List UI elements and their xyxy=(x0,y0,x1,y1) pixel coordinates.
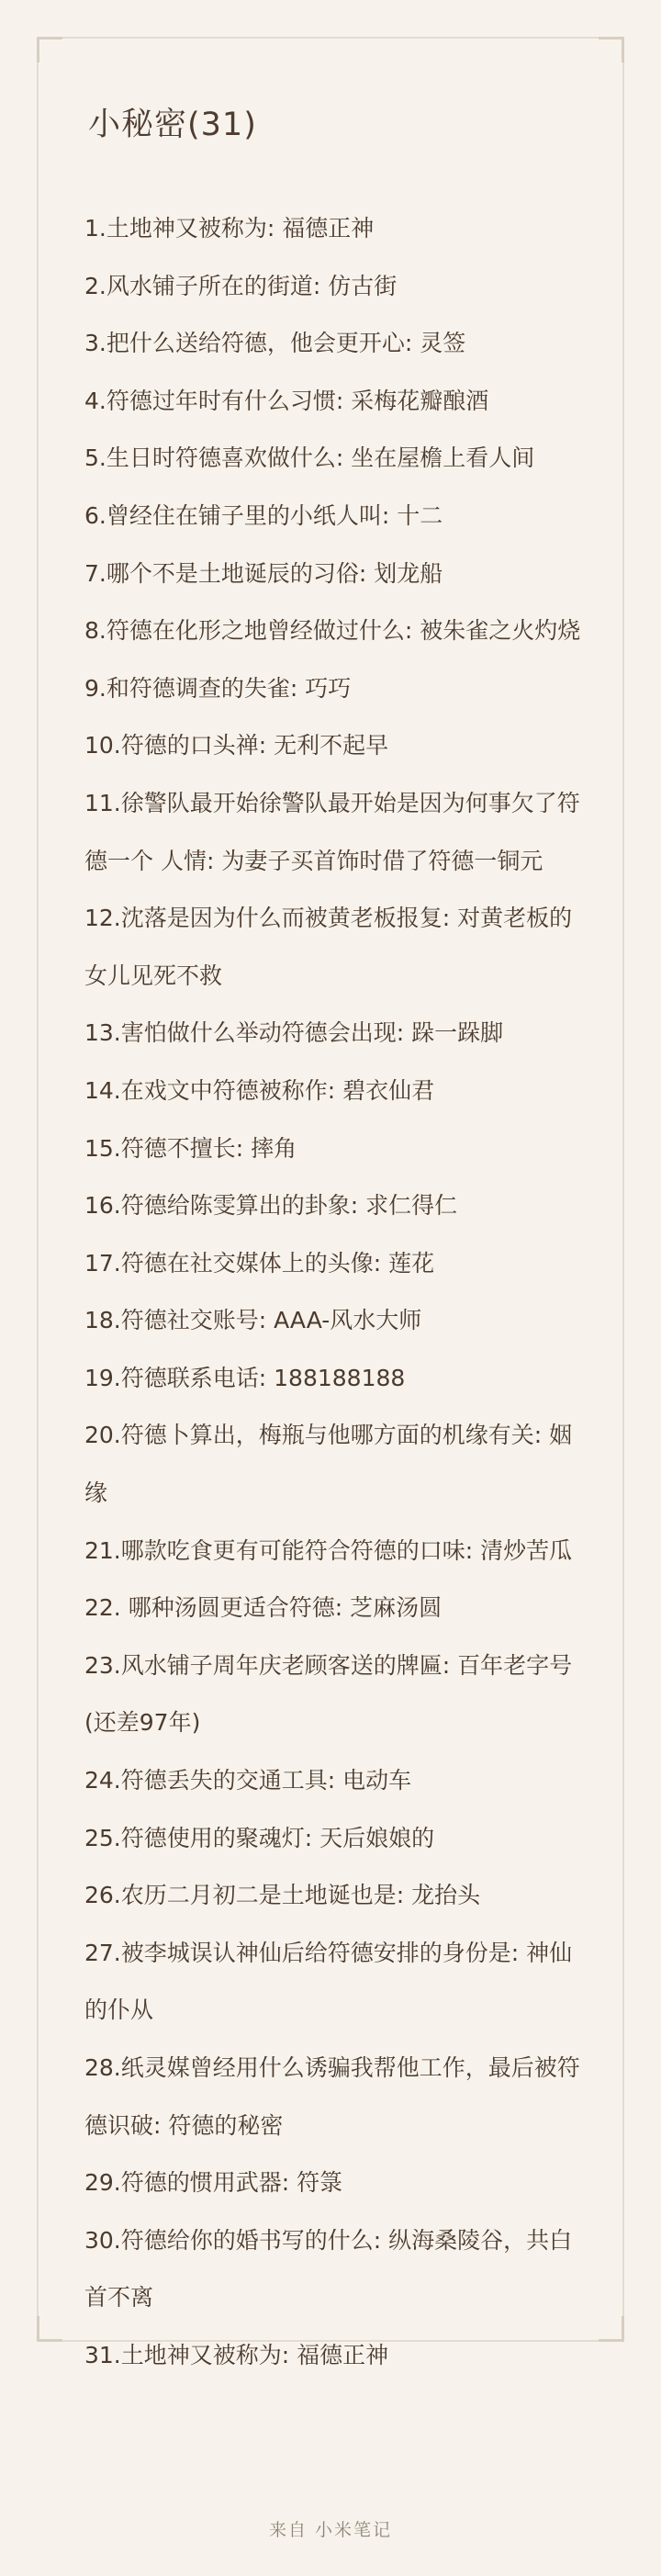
frame-corner-bottom-left xyxy=(37,2316,62,2342)
list-item: 5.生日时符德喜欢做什么: 坐在屋檐上看人间 xyxy=(84,444,535,472)
list-item: 25.符德使用的聚魂灯: 天后娘娘的 xyxy=(84,1824,435,1851)
list-item: 7.哪个不是土地诞辰的习俗: 划龙船 xyxy=(84,559,443,587)
list-item: 17.符德在社交媒体上的头像: 莲花 xyxy=(84,1249,435,1277)
list-item: 21.哪款吃食更有可能符合符德的口味: 清炒苦瓜 xyxy=(84,1536,573,1564)
list-item: 12.沈落是因为什么而被黄老板报复: 对黄老板的女儿见死不救 xyxy=(84,905,573,989)
list-item: 30.符德给你的婚书写的什么: 纵海桑陵谷，共白首不离 xyxy=(84,2226,573,2312)
list-item: 24.符德丢失的交通工具: 电动车 xyxy=(84,1767,412,1794)
list-item: 11.徐警队最开始徐警队最开始是因为何事欠了符德一个 人情: 为妻子买首饰时借了符德一铜元 xyxy=(84,789,580,874)
list-item: 9.和符德调查的失雀: 巧巧 xyxy=(84,674,352,702)
list-item: 4.符德过年时有什么习惯: 采梅花瓣酿酒 xyxy=(84,387,489,414)
note-content xyxy=(84,200,584,2385)
frame-corner-bottom-right xyxy=(599,2316,624,2342)
list-item: 16.符德给陈雯算出的卦象: 求仁得仁 xyxy=(84,1192,458,1220)
list-item: 1.土地神又被称为: 福德正神 xyxy=(84,215,375,242)
frame-corner-top-right xyxy=(599,37,624,62)
list-item: 22. 哪种汤圆更适合符德: 芝麻汤圆 xyxy=(84,1594,443,1622)
list-item: 31.土地神又被称为: 福德正神 xyxy=(84,2341,389,2368)
list-item: 26.农历二月初二是土地诞也是: 龙抬头 xyxy=(84,1882,481,1909)
frame-corner-top-left xyxy=(37,37,62,62)
list-item: 2.风水铺子所在的街道: 仿古街 xyxy=(84,272,398,299)
list-item: 20.符德卜算出，梅瓶与他哪方面的机缘有关: 姻缘 xyxy=(84,1422,573,1507)
list-item: 27.被李城误认神仙后给符德安排的身份是: 神仙的仆从 xyxy=(84,1939,573,2024)
list-item: 15.符德不擅长: 摔角 xyxy=(84,1134,297,1162)
list-item: 18.符德社交账号: AAA-风水大师 xyxy=(84,1307,422,1334)
list-item: 14.在戏文中符德被称作: 碧衣仙君 xyxy=(84,1076,435,1104)
list-item: 13.害怕做什么举动符德会出现: 跺一跺脚 xyxy=(84,1019,504,1047)
list-item: 6.曾经住在铺子里的小纸人叫: 十二 xyxy=(84,501,443,529)
list-item: 3.把什么送给符德，他会更开心: 灵签 xyxy=(84,330,466,357)
list-item: 29.符德的惯用武器: 符箓 xyxy=(84,2169,343,2197)
list-item: 19.符德联系电话: 188188188 xyxy=(84,1364,406,1391)
list-item: 10.符德的口头禅: 无利不起早 xyxy=(84,732,389,759)
list-item: 8.符德在化形之地曾经做过什么: 被朱雀之火灼烧 xyxy=(84,617,581,645)
note-title: 小秘密(31) xyxy=(88,107,257,143)
list-item: 23.风水铺子周年庆老顾客送的牌匾: 百年老字号(还差97年) xyxy=(84,1651,573,1737)
list-item: 28.纸灵媒曾经用什么诱骗我帮他工作，最后被符德识破: 符德的秘密 xyxy=(84,2054,580,2139)
footer-source: 来自 小米笔记 xyxy=(268,2520,393,2540)
